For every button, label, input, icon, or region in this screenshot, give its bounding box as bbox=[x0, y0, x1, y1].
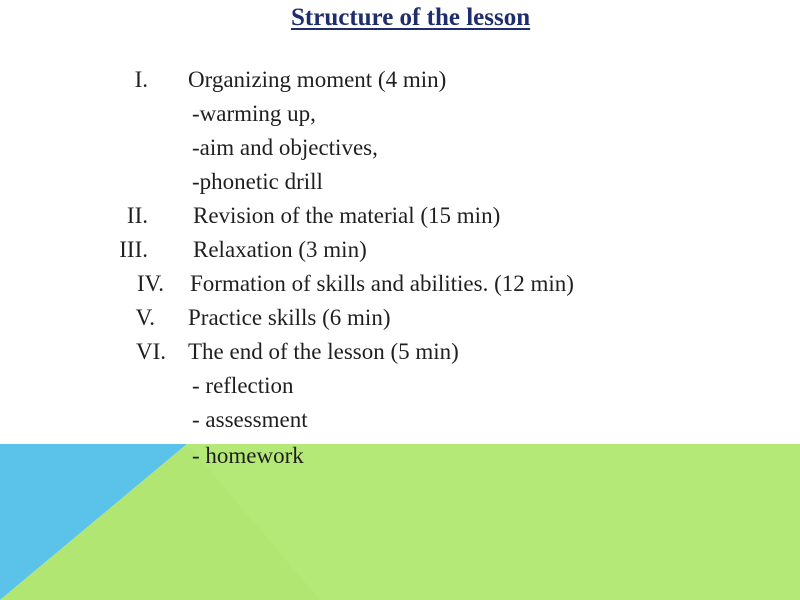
item-text: Formation of skills and abilities. (12 min) bbox=[190, 271, 574, 296]
item-numeral: V. bbox=[135, 305, 155, 330]
slide-title: Structure of the lesson bbox=[291, 4, 531, 31]
sub-item-phonetic-drill: -phonetic drill bbox=[192, 169, 323, 194]
item-numeral: II. bbox=[126, 203, 148, 228]
item-text: Practice skills (6 min) bbox=[188, 305, 391, 330]
sub-item-warming-up: -warming up, bbox=[192, 101, 316, 126]
sub-item-assessment: - assessment bbox=[192, 407, 308, 432]
sub-item-homework: - homework bbox=[192, 443, 304, 468]
item-text: Revision of the material (15 min) bbox=[193, 203, 501, 228]
sub-item-reflection: - reflection bbox=[192, 373, 294, 398]
item-numeral: I. bbox=[134, 67, 148, 92]
item-numeral: VI. bbox=[135, 339, 166, 364]
item-text: The end of the lesson (5 min) bbox=[188, 339, 459, 364]
item-text: Organizing moment (4 min) bbox=[188, 67, 447, 92]
sub-item-aim-objectives: -aim and objectives, bbox=[192, 135, 378, 160]
item-numeral: III. bbox=[119, 237, 148, 262]
item-text: Relaxation (3 min) bbox=[193, 237, 367, 262]
item-numeral: IV. bbox=[136, 271, 164, 296]
